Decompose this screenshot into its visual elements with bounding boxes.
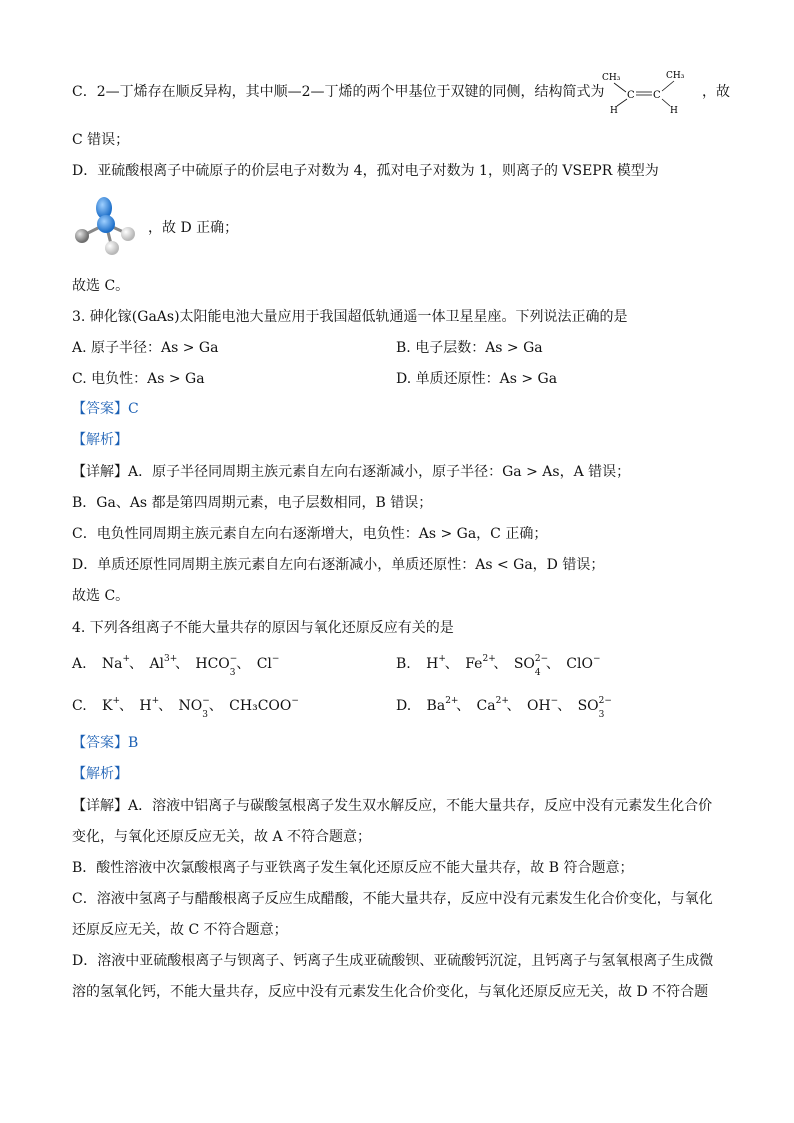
struct-ch3-left: CH₃ [602,73,621,83]
ion-no3: NO − 3 [178,696,210,720]
option-c-prev-text: C．2—丁烯存在顺反异构，其中顺—2—丁烯的两个甲基位于双键的同侧，结构简式为 [72,84,605,100]
q3-option-c: C. 电负性：As > Ga [72,371,205,387]
q4-detail-a-1: 【详解】A．溶液中铝离子与碳酸氢根离子发生双水解反应，不能大量共存，反应中没有元素发生化合价 [72,798,713,814]
q3-option-d: D. 单质还原性：As > Ga [396,371,558,387]
ion-hco3: HCO − 3 [195,654,238,678]
q4-detail-d-1: D．溶液中亚硫酸根离子与钡离子、钙离子生成亚硫酸钡、亚硫酸钙沉淀，且钙离子与氢氧根离子生成微 [72,953,714,969]
q3-detail-b: B．Ga、As 都是第四周期元素，电子层数相同，B 错误； [72,495,433,511]
struct-h-right: H [670,106,678,114]
q3-choose: 故选 C。 [72,588,130,604]
option-d-prev-text: D．亚硫酸根离子中硫原子的价层电子对数为 4，孤对电子对数为 1，则离子的 VSEPR 模型为 [72,163,659,179]
q4-detail-a-2: 变化，与氧化还原反应无关，故 A 不符合题意； [72,829,372,845]
q4-detail-d-2: 溶的氢氧化钙，不能大量共存，反应中没有元素发生化合价变化，与氧化还原反应无关，故 D 不符合题 [72,984,709,1000]
ion-ba: Ba 2+ [426,696,459,714]
q3-detail-c: C．电负性同周期主族元素自左向右逐渐增大，电负性：As > Ga，C 正确； [72,526,548,542]
ion-al: Al 3+ [149,654,178,672]
ion-so4: SO 2− 4 [513,654,549,678]
q4-option-b: B. H + 、 Fe 2+ 、 SO 2− 4 、 ClO − [396,654,601,678]
ion-na: Na + [101,654,131,672]
ion-fe: Fe 2+ [465,654,496,672]
struct-h-left: H [610,106,618,114]
option-c-prev-tail: ，故 [702,84,730,100]
ion-oh: OH − [526,696,559,714]
ion-h-c: H + [139,696,160,714]
q4-answer: 【答案】B [72,735,139,751]
struct-ch3-right: CH₃ [666,71,685,81]
cis-2-butene-structure [600,68,692,114]
q3-answer: 【答案】C [72,401,139,417]
q4-stem: 4. 下列各组离子不能大量共存的原因与氧化还原反应有关的是 [72,620,454,636]
choose-c-1: 故选 C。 [72,278,130,294]
ion-ca: Ca 2+ [476,696,509,714]
q4-detail-c-1: C．溶液中氢离子与醋酸根离子反应生成醋酸，不能大量共存，反应中没有元素发生化合价变化，与氧化 [72,891,713,907]
ion-h: H + [426,654,446,672]
ion-k: K + [102,696,121,714]
ion-so3: SO 2− 3 [577,696,612,720]
ion-ch3coo: CH₃COO − [229,696,299,714]
option-d-prev-tail: ，故 D 正确； [148,220,239,236]
vsepr-model-image [72,196,150,260]
q4-option-c: C. K + 、 H + 、 NO − 3 、 CH₃COO − [72,696,299,720]
ion-clo: ClO − [566,654,601,672]
struct-c1: C [627,90,635,101]
ion-cl: Cl − [256,654,280,672]
q3-option-a: A. 原子半径：As > Ga [72,340,219,356]
q3-analysis-label: 【解析】 [72,432,128,448]
q4-detail-b: B．酸性溶液中次氯酸根离子与亚铁离子发生氧化还原反应不能大量共存，故 B 符合题意； [72,860,634,876]
q3-detail-a: 【详解】A．原子半径同周期主族元素自左向右逐渐减小，原子半径：Ga > As，A 错误； [72,464,631,480]
q3-detail-d: D．单质还原性同周期主族元素自左向右逐渐减小，单质还原性：As < Ga，D 错误； [72,557,605,573]
q3-option-b: B. 电子层数：As > Ga [396,340,543,356]
q3-stem: 3. 砷化镓(GaAs)太阳能电池大量应用于我国超低轨通遥一体卫星星座。下列说法正确的是 [72,309,628,325]
q4-analysis-label: 【解析】 [72,766,128,782]
q4-detail-c-2: 还原反应无关，故 C 不符合题意； [72,922,288,938]
q4-option-d: D. Ba 2+ 、 Ca 2+ 、 OH − 、 SO 2− 3 [396,696,612,720]
q4-option-a: A. Na + 、 Al 3+ 、 HCO − 3 、 Cl − [72,654,280,678]
struct-c2: C [653,90,661,101]
option-c-prev-cont: C 错误； [72,132,130,148]
